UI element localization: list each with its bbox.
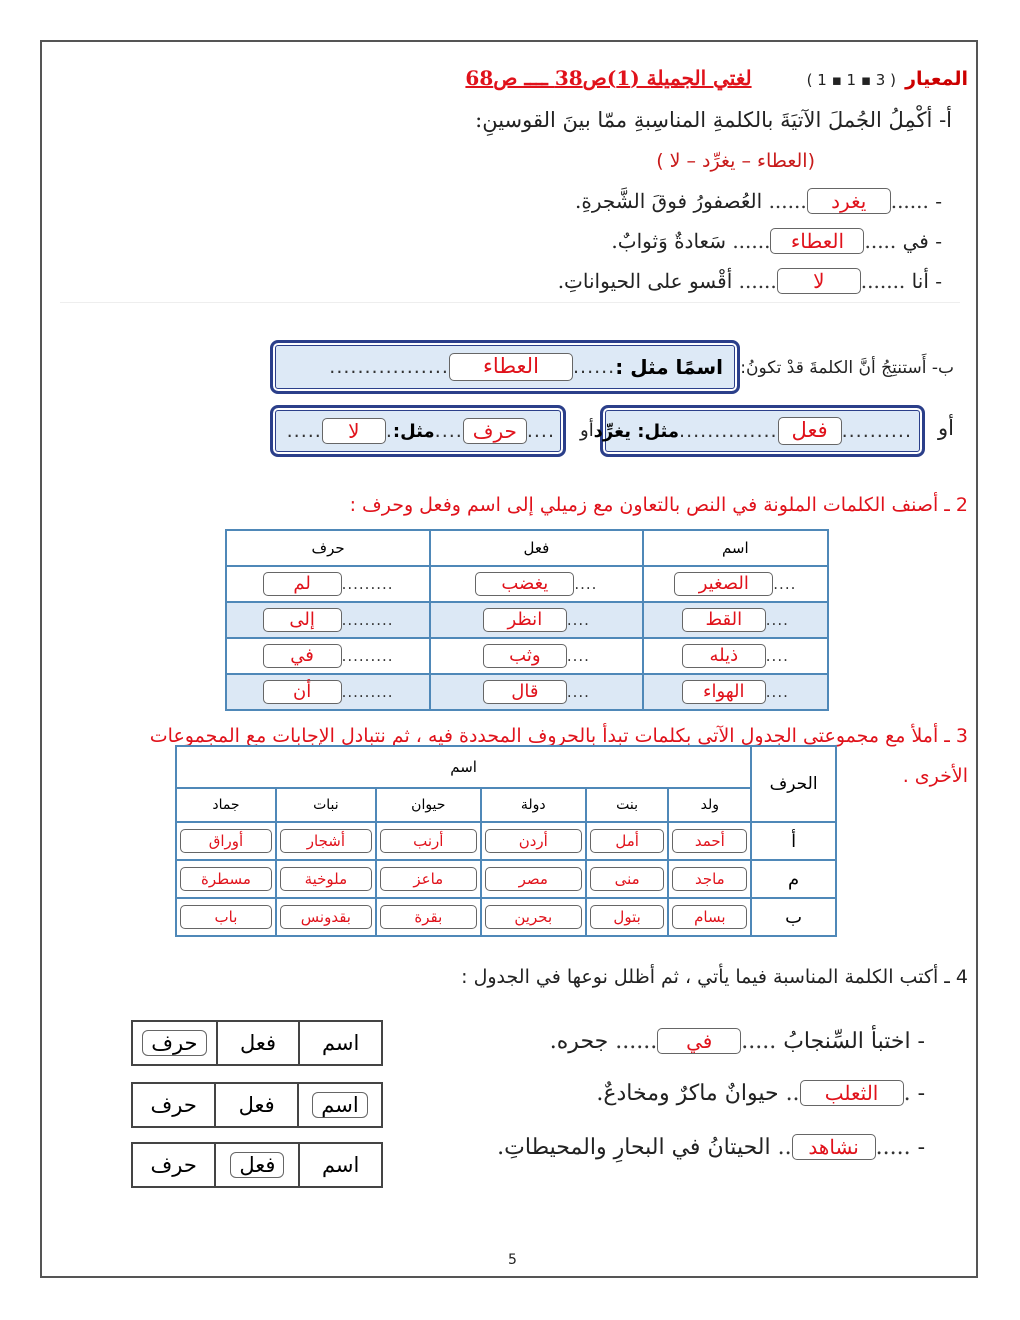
sentence-2: - في .....العطاء...... سَعادةٌ وَثوابٌ. [611, 229, 942, 253]
answer-box[interactable]: بقرة [380, 905, 477, 929]
verb-box: .......... فعل .............. مثل: يغرِّد [600, 405, 925, 457]
q2-table [225, 529, 829, 711]
section-a-instruction: أ- أكْمِلُ الجُملَ الآتيَةَ بالكلمةِ المناسِبةِ ممّا بينَ القوسينِ: [475, 108, 952, 132]
table-cell: ....وثب [430, 638, 643, 674]
column-header: حيوان [376, 788, 481, 822]
answer-box[interactable]: الهواء [682, 680, 766, 704]
table-cell: ....الهواء [643, 674, 828, 710]
answer-box[interactable]: أمل [590, 829, 665, 853]
q3-instruction: 3 ـ أملأ مع مجموعتي الجدول الآتي بكلمات تبدأ بالحروف المحددة فيه ، ثم نتبادل الإجابات مع المجموعات الأخرى . [149, 725, 968, 787]
answer-box[interactable]: منى [590, 867, 665, 891]
table-cell: ....ذيله [643, 638, 828, 674]
particle-box: .... حرف .... مثل: . لا ..... [270, 405, 566, 457]
answer-box[interactable]: الثعلب [800, 1080, 904, 1106]
answer-box[interactable]: قال [483, 680, 567, 704]
type-cell-verb[interactable]: فعل [217, 1021, 300, 1065]
sentence-prefix: - في [902, 229, 942, 253]
selected-type: اسم [312, 1092, 367, 1118]
sentence-rest: الحيتانُ في البحارِ والمحيطاتِ. [497, 1135, 771, 1160]
page-number: 5 [508, 1252, 517, 1268]
answer-box[interactable]: في [657, 1028, 741, 1054]
answer-box-la[interactable]: لا [777, 268, 861, 294]
table-cell: ....قال [430, 674, 643, 710]
table-cell: .........أن [226, 674, 430, 710]
divider [60, 302, 960, 303]
answer-box[interactable]: القط [682, 608, 766, 632]
answer-box-alataa[interactable]: العطاء [770, 228, 864, 254]
sentence-prefix: - اختبأ السِّنجابُ [783, 1029, 925, 1054]
sentence-rest: العُصفورُ فوقَ الشَّجرةِ. [575, 189, 763, 213]
sentence-rest: حيوانٌ ماكرٌ ومخادعٌ. [596, 1081, 779, 1106]
answer-box[interactable]: أرنب [380, 829, 477, 853]
type-cell-verb[interactable]: فعل [215, 1083, 298, 1127]
answer-box[interactable]: أن [263, 680, 342, 704]
type-cell-particle[interactable]: حرف [132, 1083, 215, 1127]
type-cell-noun[interactable]: اسم [299, 1143, 382, 1187]
type-table-1 [131, 1020, 383, 1066]
criterion-value: ( 3 ▪ 1 ▪ 1 ) [806, 71, 896, 89]
answer-box[interactable]: بقدونس [280, 905, 372, 929]
q2-header-noun: اسم [643, 530, 828, 566]
answer-box[interactable]: ماجد [672, 867, 747, 891]
sentence-rest: جحره. [549, 1029, 609, 1054]
sentence-prefix: - [917, 1135, 925, 1160]
table-cell: ....يغضب [430, 566, 643, 602]
table-cell: ....القط [643, 602, 828, 638]
letter-cell: م [751, 860, 836, 898]
verb-example: مثل: يغرِّد [593, 420, 680, 442]
column-header: دولة [481, 788, 586, 822]
answer-box[interactable]: ماعز [380, 867, 477, 891]
table-cell: .........إلى [226, 602, 430, 638]
letter-header: الحرف [751, 746, 836, 822]
column-header: بنت [586, 788, 669, 822]
q4-sentence-2: - .الثعلب.. حيوانٌ ماكرٌ ومخادعٌ. [596, 1081, 925, 1106]
type-table-2 [131, 1082, 383, 1128]
type-cell-particle[interactable] [132, 1021, 217, 1065]
q2-header-particle: حرف [226, 530, 430, 566]
answer-box[interactable]: باب [180, 905, 272, 929]
column-header: ولد [668, 788, 751, 822]
answer-box-yugharrid[interactable]: يغرد [807, 188, 891, 214]
q4-sentence-3: - .....نشاهد.. الحيتانُ في البحارِ والمحيطاتِ. [497, 1135, 925, 1160]
sentence-prefix: - [917, 1081, 925, 1106]
letter-cell: ب [751, 898, 836, 936]
answer-box[interactable]: ذيله [682, 644, 766, 668]
section-a-options: (العطاء – يغرِّد – لا ) [656, 150, 815, 172]
answer-box[interactable]: الصغير [674, 572, 773, 596]
q4-sentence-1: - اختبأ السِّنجابُ .....في...... جحره. [549, 1029, 925, 1054]
answer-box[interactable]: بسام [672, 905, 747, 929]
header [68, 66, 968, 100]
column-header: نبات [276, 788, 376, 822]
letter-cell: أ [751, 822, 836, 860]
type-cell-particle[interactable]: حرف [132, 1143, 215, 1187]
noun-group-header: اسم [176, 746, 751, 788]
column-header: جماد [176, 788, 276, 822]
particle-answer[interactable]: حرف [463, 418, 527, 444]
answer-box[interactable]: أردن [485, 829, 582, 853]
q3-table [175, 745, 837, 937]
page-title: لغتي الجميلة (1)ص38 ــــ ص68 [465, 66, 752, 90]
type-table-3 [131, 1142, 383, 1188]
noun-label: اسمًا مثل : [615, 355, 723, 379]
sentence-prefix: - أنا [911, 269, 942, 293]
or-label-2: أو [580, 420, 594, 441]
answer-box[interactable]: انظر [483, 608, 567, 632]
or-label-1: أو [938, 416, 954, 440]
particle-example-label: مثل: [392, 420, 435, 442]
answer-box[interactable]: ملوخية [280, 867, 372, 891]
answer-box[interactable]: أحمد [672, 829, 747, 853]
q2-instruction: 2 ـ أصنف الكلمات الملونة في النص بالتعاون مع زميلي إلى اسم وفعل وحرف : [349, 494, 968, 516]
type-cell-noun[interactable]: اسم [299, 1021, 382, 1065]
type-cell-verb[interactable] [215, 1143, 299, 1187]
sentence-1: - ......يغرد...... العُصفورُ فوقَ الشَّجرةِ. [575, 189, 942, 213]
type-cell-noun[interactable] [298, 1083, 382, 1127]
answer-box[interactable]: لم [263, 572, 342, 596]
answer-box[interactable]: في [263, 644, 342, 668]
answer-box[interactable]: أوراق [180, 829, 272, 853]
sentence-rest: سَعادةٌ وَثوابٌ. [611, 229, 726, 253]
selected-type: فعل [230, 1152, 284, 1178]
q2-header-verb: فعل [430, 530, 643, 566]
noun-box: اسمًا مثل : ...... العطاء ................. [270, 340, 740, 394]
section-b-intro: ب- أَستنتِجُ أنَّ الكلمةَ قدْ تكونُ: [740, 358, 954, 378]
criterion-label: المعيار [905, 68, 968, 90]
answer-box[interactable]: إلى [263, 608, 342, 632]
answer-box[interactable]: مسطرة [180, 867, 272, 891]
noun-answer[interactable]: العطاء [449, 353, 573, 380]
sentence-rest: أقْسو على الحيواناتِ. [557, 269, 733, 293]
answer-box[interactable]: يغضب [475, 572, 574, 596]
sentence-3: - أنا .......لا...... أقْسو على الحيواناتِ. [557, 269, 942, 293]
answer-box[interactable]: بحرين [485, 905, 582, 929]
answer-box[interactable]: بتول [590, 905, 665, 929]
table-cell: ....انظر [430, 602, 643, 638]
selected-type: حرف [142, 1030, 206, 1056]
sentence-prefix: - [935, 189, 942, 213]
particle-example[interactable]: لا [322, 418, 386, 444]
table-cell: .........في [226, 638, 430, 674]
q4-instruction: 4 ـ أكتب الكلمة المناسبة فيما يأتي ، ثم أظلل نوعها في الجدول : [461, 966, 968, 988]
answer-box[interactable]: وثب [483, 644, 567, 668]
answer-box[interactable]: نشاهد [792, 1134, 876, 1160]
verb-answer[interactable]: فعل [778, 417, 842, 444]
answer-box[interactable]: مصر [485, 867, 582, 891]
table-cell: ....الصغير [643, 566, 828, 602]
answer-box[interactable]: أشجار [280, 829, 372, 853]
table-cell: .........لم [226, 566, 430, 602]
